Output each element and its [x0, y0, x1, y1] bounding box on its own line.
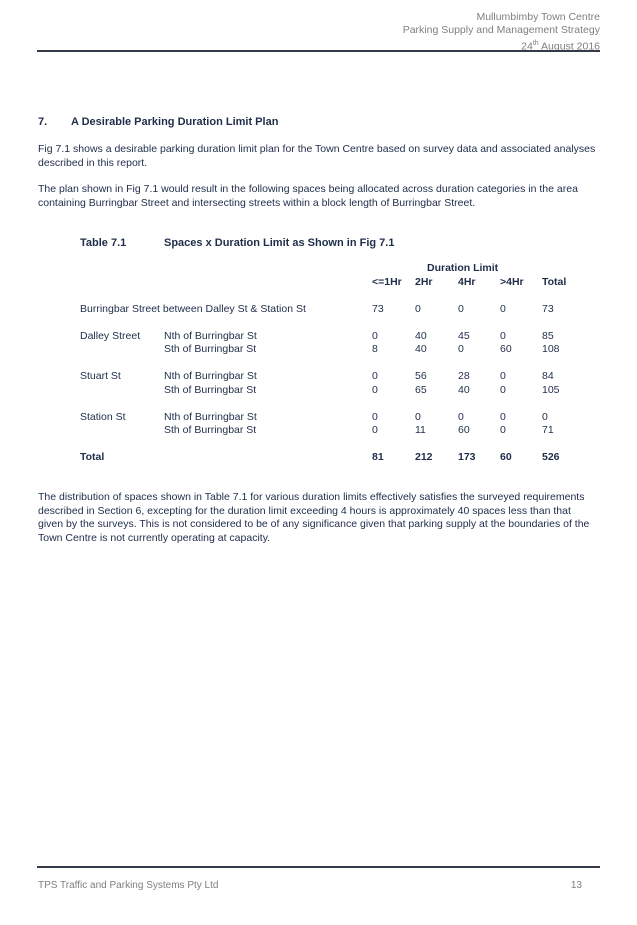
- cell: 0: [372, 410, 378, 423]
- cell: 73: [542, 302, 554, 315]
- street-label: Stuart St: [80, 370, 121, 382]
- header-date: 24th August 2016: [521, 40, 600, 53]
- table-title: Spaces x Duration Limit as Shown in Fig 7.1: [164, 237, 395, 249]
- col-header: >4Hr: [500, 275, 524, 288]
- col-header: 2Hr: [415, 275, 433, 288]
- group-header: Duration Limit: [427, 262, 499, 274]
- table-label: Table 7.1: [80, 237, 127, 249]
- cell: 0: [415, 410, 421, 423]
- cell: 60: [500, 451, 512, 463]
- cell: 73: [372, 302, 384, 315]
- cell: 40: [458, 383, 470, 396]
- cell: 60: [500, 343, 512, 355]
- section-number: 7.: [38, 116, 48, 128]
- street-label: Station St: [80, 410, 126, 423]
- cell: 0: [415, 302, 421, 315]
- cell: 71: [542, 424, 554, 436]
- table-group-header-row: [80, 262, 572, 276]
- cell: 0: [500, 329, 506, 342]
- header-project: Mullumbimby Town Centre: [476, 11, 600, 23]
- cell: 85: [542, 329, 554, 342]
- table-row: [80, 424, 572, 438]
- table-row: [80, 384, 572, 398]
- section-label: Nth of Burringbar St: [164, 370, 257, 382]
- cell: 40: [415, 329, 427, 342]
- page-header: [403, 11, 600, 54]
- cell: 60: [458, 424, 470, 436]
- cell: 0: [500, 424, 506, 436]
- cell: 81: [372, 451, 384, 463]
- cell: 0: [372, 329, 378, 342]
- cell: 0: [458, 343, 464, 355]
- section-title: A Desirable Parking Duration Limit Plan: [71, 116, 279, 128]
- cell: 0: [500, 410, 506, 423]
- table-column-header-row: [80, 276, 572, 290]
- table-row: [80, 411, 572, 425]
- cell: 28: [458, 370, 470, 382]
- footer-company: TPS Traffic and Parking Systems Pty Ltd: [38, 880, 219, 891]
- col-header: 4Hr: [458, 275, 476, 288]
- page-number: 13: [570, 880, 582, 891]
- cell: 0: [458, 302, 464, 315]
- total-label: Total: [80, 451, 105, 463]
- row-label: Burringbar Street between Dalley St & Station St: [80, 302, 306, 315]
- section-label: Nth of Burringbar St: [164, 410, 257, 423]
- paragraph-intro: Fig 7.1 shows a desirable parking duration limit plan for the Town Centre based on survey data and associated analyses described in this report.: [38, 143, 596, 169]
- table-row: [80, 303, 572, 317]
- cell: 84: [542, 370, 554, 382]
- cell: 108: [542, 343, 560, 355]
- section-label: Sth of Burringbar St: [164, 343, 257, 355]
- section-label: Sth of Burringbar St: [164, 383, 257, 396]
- paragraph-distribution: The distribution of spaces shown in Table 7.1 for various duration limits effectively satisfies the surveyed requirements described in Section 6, excepting for the duration limit exceeding 4 hours is approximately 40 spaces less than that given by the surveys. This is not considered to be of any significance given that parking supply at the boundaries of the Town Centre is not currently operating at capacity.: [38, 491, 590, 544]
- cell: 0: [458, 410, 464, 423]
- section-heading: [38, 116, 278, 128]
- cell: 45: [458, 329, 470, 342]
- cell: 0: [542, 410, 548, 423]
- section-label: Sth of Burringbar St: [164, 424, 257, 436]
- paragraph-plan: The plan shown in Fig 7.1 would result in the following spaces being allocated across duration categories in the area containing Burringbar Street and intersecting streets within a block length of Burringbar Street.: [38, 183, 578, 209]
- cell: 0: [372, 383, 378, 396]
- cell: 0: [372, 424, 378, 436]
- cell: 11: [415, 424, 426, 436]
- cell: 40: [415, 343, 427, 355]
- table-row: [80, 330, 572, 344]
- col-header: <=1Hr: [372, 275, 402, 288]
- cell: 212: [415, 451, 433, 463]
- cell: 8: [372, 343, 378, 355]
- cell: 0: [500, 302, 506, 315]
- duration-table: [80, 262, 572, 465]
- cell: 0: [500, 370, 506, 382]
- footer-rule: [37, 866, 600, 868]
- header-rule: [37, 50, 600, 52]
- table-row: [80, 343, 572, 357]
- table-caption: [80, 237, 394, 249]
- section-label: Nth of Burringbar St: [164, 329, 257, 342]
- cell: 65: [415, 383, 427, 396]
- street-label: Dalley Street: [80, 329, 141, 342]
- header-document: Parking Supply and Management Strategy: [402, 24, 600, 36]
- cell: 526: [542, 451, 560, 463]
- table-row: [80, 370, 572, 384]
- cell: 0: [500, 383, 506, 396]
- cell: 105: [542, 383, 560, 396]
- cell: 56: [415, 370, 427, 382]
- cell: 0: [372, 370, 378, 382]
- table-total-row: [80, 451, 572, 465]
- col-header: Total: [542, 275, 567, 288]
- cell: 173: [458, 451, 476, 463]
